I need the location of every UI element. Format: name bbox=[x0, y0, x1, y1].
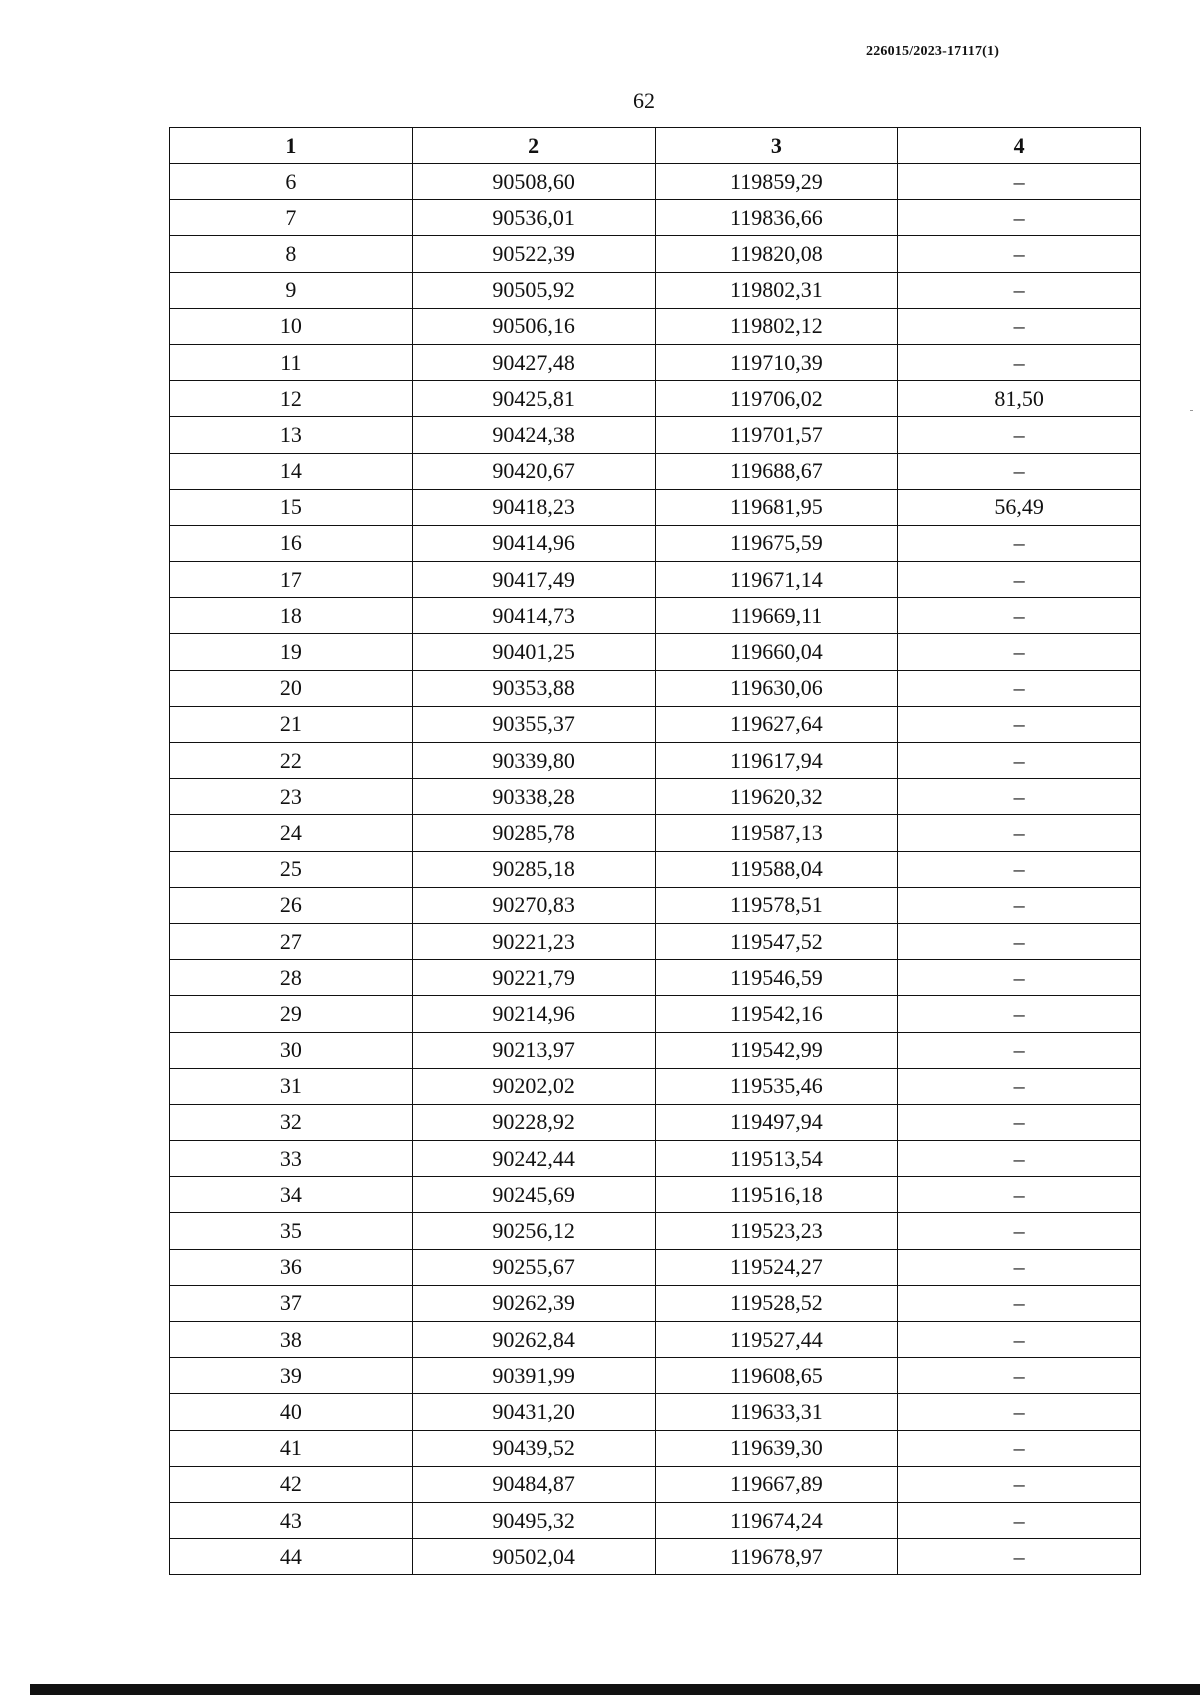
table-cell: 42 bbox=[170, 1466, 413, 1502]
bottom-scan-edge bbox=[30, 1684, 1200, 1695]
table-cell: 119497,94 bbox=[655, 1104, 898, 1140]
table-cell: 119513,54 bbox=[655, 1141, 898, 1177]
table-cell: 90431,20 bbox=[412, 1394, 655, 1430]
table-row bbox=[170, 996, 1141, 1032]
table-cell: 119608,65 bbox=[655, 1358, 898, 1394]
table-cell: 119639,30 bbox=[655, 1430, 898, 1466]
table-cell: 35 bbox=[170, 1213, 413, 1249]
table-cell: 15 bbox=[170, 489, 413, 525]
table-cell: 17 bbox=[170, 562, 413, 598]
table-cell: 30 bbox=[170, 1032, 413, 1068]
table-cell: 90424,38 bbox=[412, 417, 655, 453]
table-cell: 119660,04 bbox=[655, 634, 898, 670]
table-cell: 119546,59 bbox=[655, 960, 898, 996]
table-cell: 33 bbox=[170, 1141, 413, 1177]
table-cell: – bbox=[898, 344, 1141, 380]
table-cell: 119688,67 bbox=[655, 453, 898, 489]
table-cell: 13 bbox=[170, 417, 413, 453]
table-cell: 119671,14 bbox=[655, 562, 898, 598]
table-row bbox=[170, 1394, 1141, 1430]
table-cell: 56,49 bbox=[898, 489, 1141, 525]
table-cell: 119667,89 bbox=[655, 1466, 898, 1502]
table-cell: 90417,49 bbox=[412, 562, 655, 598]
table-row bbox=[170, 1466, 1141, 1502]
table-cell: 90484,87 bbox=[412, 1466, 655, 1502]
table-cell: – bbox=[898, 1177, 1141, 1213]
table-cell: – bbox=[898, 1322, 1141, 1358]
table-cell: 119630,06 bbox=[655, 670, 898, 706]
table-cell: 90213,97 bbox=[412, 1032, 655, 1068]
table-cell: 119588,04 bbox=[655, 851, 898, 887]
table-cell: 90427,48 bbox=[412, 344, 655, 380]
table-row bbox=[170, 670, 1141, 706]
table-row bbox=[170, 344, 1141, 380]
table-row bbox=[170, 489, 1141, 525]
table-cell: – bbox=[898, 670, 1141, 706]
table-cell: 119527,44 bbox=[655, 1322, 898, 1358]
column-header: 1 bbox=[170, 128, 413, 164]
table-cell: 31 bbox=[170, 1068, 413, 1104]
table-row bbox=[170, 923, 1141, 959]
table-cell: – bbox=[898, 200, 1141, 236]
table-row bbox=[170, 1322, 1141, 1358]
table-row bbox=[170, 887, 1141, 923]
table-cell: – bbox=[898, 417, 1141, 453]
table-cell: 119535,46 bbox=[655, 1068, 898, 1104]
table-cell: 90339,80 bbox=[412, 743, 655, 779]
table-row bbox=[170, 1177, 1141, 1213]
table-cell: 119675,59 bbox=[655, 525, 898, 561]
table-cell: 90228,92 bbox=[412, 1104, 655, 1140]
table-cell: 119706,02 bbox=[655, 381, 898, 417]
table-cell: – bbox=[898, 634, 1141, 670]
margin-mark bbox=[1190, 410, 1193, 411]
table-cell: 26 bbox=[170, 887, 413, 923]
table-cell: – bbox=[898, 1394, 1141, 1430]
table-cell: 90338,28 bbox=[412, 779, 655, 815]
column-header: 2 bbox=[412, 128, 655, 164]
table-cell: – bbox=[898, 1466, 1141, 1502]
table-row bbox=[170, 779, 1141, 815]
table-cell: 90522,39 bbox=[412, 236, 655, 272]
table-cell: – bbox=[898, 1104, 1141, 1140]
table-row bbox=[170, 634, 1141, 670]
table-cell: 90245,69 bbox=[412, 1177, 655, 1213]
table-cell: 32 bbox=[170, 1104, 413, 1140]
table-cell: – bbox=[898, 1068, 1141, 1104]
table-cell: 22 bbox=[170, 743, 413, 779]
page-number: 62 bbox=[633, 88, 655, 113]
table-cell: 119802,12 bbox=[655, 308, 898, 344]
table-cell: – bbox=[898, 236, 1141, 272]
table-cell: 119802,31 bbox=[655, 272, 898, 308]
table-cell: 29 bbox=[170, 996, 413, 1032]
table-cell: 90285,18 bbox=[412, 851, 655, 887]
table-row bbox=[170, 851, 1141, 887]
table-cell: – bbox=[898, 1032, 1141, 1068]
table-cell: 38 bbox=[170, 1322, 413, 1358]
table-cell: 119587,13 bbox=[655, 815, 898, 851]
table-cell: 20 bbox=[170, 670, 413, 706]
table-row bbox=[170, 815, 1141, 851]
table-cell: 90221,23 bbox=[412, 923, 655, 959]
table-cell: – bbox=[898, 1213, 1141, 1249]
table-row bbox=[170, 960, 1141, 996]
table-cell: 12 bbox=[170, 381, 413, 417]
table-cell: 14 bbox=[170, 453, 413, 489]
table-cell: – bbox=[898, 598, 1141, 634]
table-row bbox=[170, 562, 1141, 598]
table-cell: 6 bbox=[170, 164, 413, 200]
table-cell: – bbox=[898, 1141, 1141, 1177]
table-row bbox=[170, 1430, 1141, 1466]
table-cell: 119669,11 bbox=[655, 598, 898, 634]
table-cell: 90262,39 bbox=[412, 1285, 655, 1321]
table-cell: 90285,78 bbox=[412, 815, 655, 851]
table-cell: 34 bbox=[170, 1177, 413, 1213]
table-cell: 8 bbox=[170, 236, 413, 272]
table-row bbox=[170, 1213, 1141, 1249]
table-cell: 119836,66 bbox=[655, 200, 898, 236]
table-cell: 90255,67 bbox=[412, 1249, 655, 1285]
table-row bbox=[170, 1502, 1141, 1538]
table-cell: 90506,16 bbox=[412, 308, 655, 344]
table-cell: 39 bbox=[170, 1358, 413, 1394]
table-cell: – bbox=[898, 562, 1141, 598]
table-cell: 119674,24 bbox=[655, 1502, 898, 1538]
table-cell: 90536,01 bbox=[412, 200, 655, 236]
table-cell: 44 bbox=[170, 1539, 413, 1575]
table-cell: – bbox=[898, 1249, 1141, 1285]
table-cell: 41 bbox=[170, 1430, 413, 1466]
table-cell: 27 bbox=[170, 923, 413, 959]
table-cell: 119859,29 bbox=[655, 164, 898, 200]
table-row bbox=[170, 164, 1141, 200]
table-row bbox=[170, 1285, 1141, 1321]
table-cell: 90418,23 bbox=[412, 489, 655, 525]
table-cell: 23 bbox=[170, 779, 413, 815]
table-cell: 90256,12 bbox=[412, 1213, 655, 1249]
table-cell: 119542,16 bbox=[655, 996, 898, 1032]
table-cell: 119701,57 bbox=[655, 417, 898, 453]
table-row bbox=[170, 453, 1141, 489]
table-cell: – bbox=[898, 996, 1141, 1032]
table-row bbox=[170, 236, 1141, 272]
table-row bbox=[170, 272, 1141, 308]
table-cell: 119542,99 bbox=[655, 1032, 898, 1068]
table-cell: 119516,18 bbox=[655, 1177, 898, 1213]
table-cell: 90355,37 bbox=[412, 706, 655, 742]
table-cell: 119681,95 bbox=[655, 489, 898, 525]
table-cell: 37 bbox=[170, 1285, 413, 1321]
table-cell: 40 bbox=[170, 1394, 413, 1430]
table-cell: 81,50 bbox=[898, 381, 1141, 417]
table-cell: – bbox=[898, 525, 1141, 561]
table-cell: – bbox=[898, 743, 1141, 779]
table-cell: 90505,92 bbox=[412, 272, 655, 308]
table-cell: 9 bbox=[170, 272, 413, 308]
document-id: 226015/2023-17117(1) bbox=[866, 44, 1000, 59]
table-cell: 90439,52 bbox=[412, 1430, 655, 1466]
table-cell: 119633,31 bbox=[655, 1394, 898, 1430]
table-cell: – bbox=[898, 1430, 1141, 1466]
table-cell: 18 bbox=[170, 598, 413, 634]
table-cell: – bbox=[898, 164, 1141, 200]
table-body bbox=[170, 164, 1141, 1575]
table-cell: – bbox=[898, 1358, 1141, 1394]
table-row bbox=[170, 598, 1141, 634]
table-cell: 119820,08 bbox=[655, 236, 898, 272]
table-row bbox=[170, 200, 1141, 236]
table-cell: – bbox=[898, 308, 1141, 344]
column-header: 4 bbox=[898, 128, 1141, 164]
table-cell: – bbox=[898, 960, 1141, 996]
table-row bbox=[170, 1539, 1141, 1575]
table-cell: 90221,79 bbox=[412, 960, 655, 996]
table-cell: 16 bbox=[170, 525, 413, 561]
table-cell: – bbox=[898, 1285, 1141, 1321]
table-cell: 119620,32 bbox=[655, 779, 898, 815]
coordinates-table bbox=[169, 127, 1141, 1575]
table-cell: – bbox=[898, 1502, 1141, 1538]
table-cell: 10 bbox=[170, 308, 413, 344]
table-cell: 90502,04 bbox=[412, 1539, 655, 1575]
table-cell: 24 bbox=[170, 815, 413, 851]
table-row bbox=[170, 1104, 1141, 1140]
table-cell: 90270,83 bbox=[412, 887, 655, 923]
table-cell: 119617,94 bbox=[655, 743, 898, 779]
table-row bbox=[170, 1358, 1141, 1394]
table-row bbox=[170, 381, 1141, 417]
table-row bbox=[170, 706, 1141, 742]
table-row bbox=[170, 308, 1141, 344]
table-cell: – bbox=[898, 887, 1141, 923]
table-cell: 21 bbox=[170, 706, 413, 742]
table-cell: – bbox=[898, 1539, 1141, 1575]
table-cell: – bbox=[898, 453, 1141, 489]
table-cell: 25 bbox=[170, 851, 413, 887]
table-cell: 90401,25 bbox=[412, 634, 655, 670]
table-row bbox=[170, 743, 1141, 779]
table-cell: 119678,97 bbox=[655, 1539, 898, 1575]
table-cell: 90414,96 bbox=[412, 525, 655, 561]
table-cell: 90353,88 bbox=[412, 670, 655, 706]
table-cell: 119710,39 bbox=[655, 344, 898, 380]
table-cell: 11 bbox=[170, 344, 413, 380]
table-cell: 19 bbox=[170, 634, 413, 670]
table-cell: 119627,64 bbox=[655, 706, 898, 742]
table-cell: 119528,52 bbox=[655, 1285, 898, 1321]
table-cell: 90242,44 bbox=[412, 1141, 655, 1177]
table-row bbox=[170, 1032, 1141, 1068]
table-cell: 90214,96 bbox=[412, 996, 655, 1032]
table-cell: – bbox=[898, 851, 1141, 887]
table-header-row bbox=[170, 128, 1141, 164]
table-cell: 90495,32 bbox=[412, 1502, 655, 1538]
table-cell: 119547,52 bbox=[655, 923, 898, 959]
table-cell: 119578,51 bbox=[655, 887, 898, 923]
table-cell: 119523,23 bbox=[655, 1213, 898, 1249]
table-row bbox=[170, 1068, 1141, 1104]
table-cell: – bbox=[898, 272, 1141, 308]
table-cell: 7 bbox=[170, 200, 413, 236]
table-row bbox=[170, 1141, 1141, 1177]
table-cell: – bbox=[898, 815, 1141, 851]
table-cell: – bbox=[898, 706, 1141, 742]
table-cell: 90391,99 bbox=[412, 1358, 655, 1394]
table-cell: – bbox=[898, 779, 1141, 815]
table-cell: 90202,02 bbox=[412, 1068, 655, 1104]
table-cell: 90414,73 bbox=[412, 598, 655, 634]
table-row bbox=[170, 525, 1141, 561]
table-cell: 43 bbox=[170, 1502, 413, 1538]
table-row bbox=[170, 1249, 1141, 1285]
table-cell: 90508,60 bbox=[412, 164, 655, 200]
table-cell: 90420,67 bbox=[412, 453, 655, 489]
table-row bbox=[170, 417, 1141, 453]
table-cell: – bbox=[898, 923, 1141, 959]
table-cell: 90262,84 bbox=[412, 1322, 655, 1358]
column-header: 3 bbox=[655, 128, 898, 164]
table-cell: 90425,81 bbox=[412, 381, 655, 417]
table-cell: 119524,27 bbox=[655, 1249, 898, 1285]
table-cell: 28 bbox=[170, 960, 413, 996]
table-cell: 36 bbox=[170, 1249, 413, 1285]
